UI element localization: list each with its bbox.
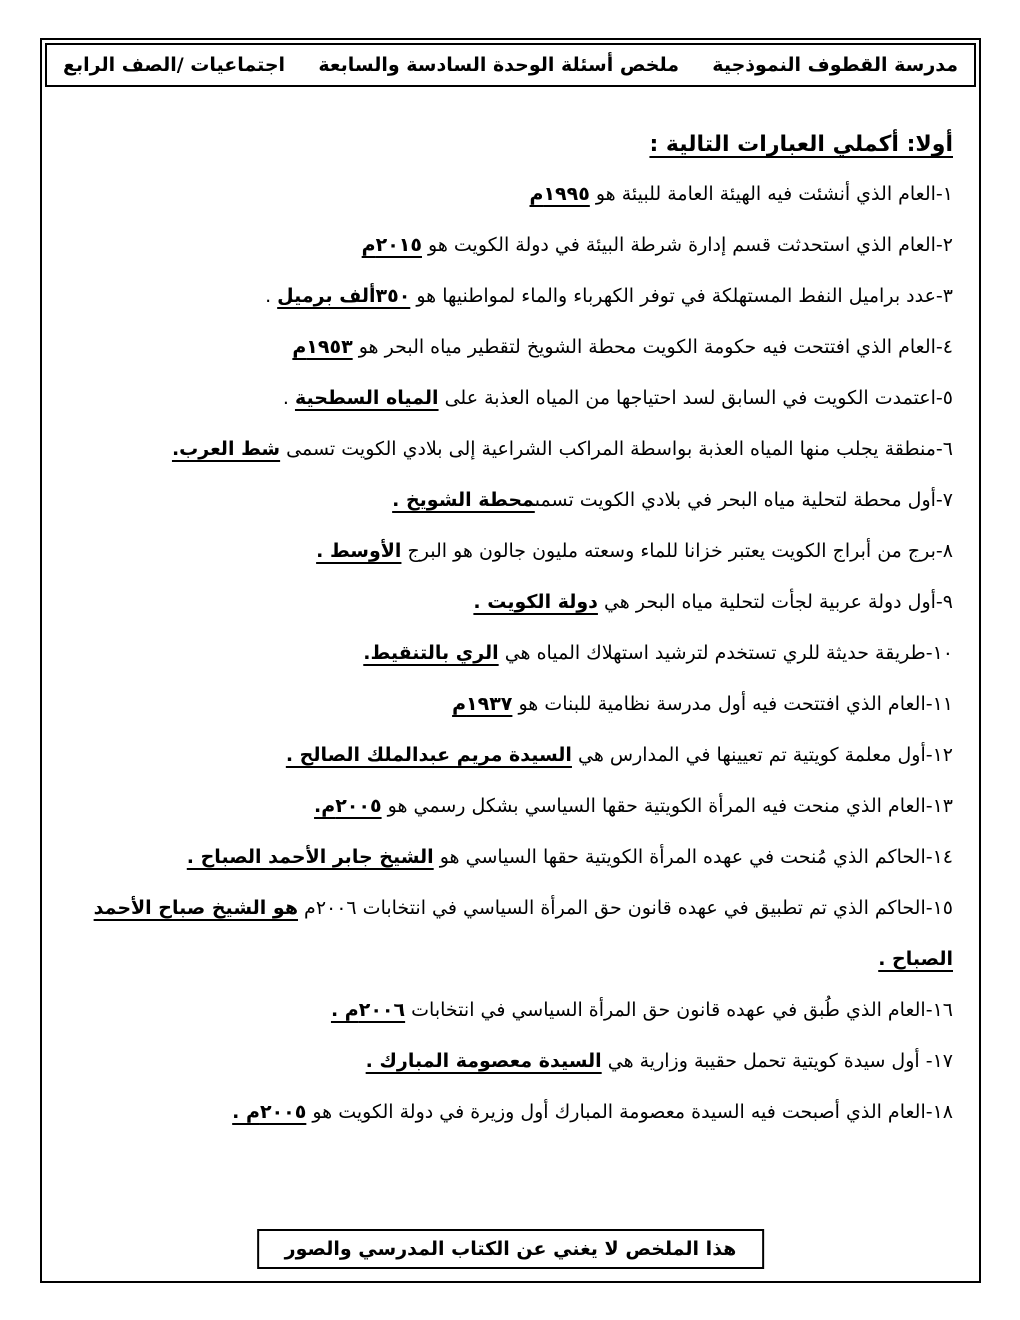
question-text: ٥-اعتمدت الكويت في السابق لسد احتياجها من المياه العذبة على: [438, 387, 953, 409]
question-text: ٩-أول دولة عربية لجأت لتحلية مياه البحر هي: [597, 591, 953, 613]
question-item: [68, 883, 953, 985]
question-answer: ١٩٥٣م: [292, 336, 353, 358]
question-item: [68, 781, 953, 832]
question-item: [68, 730, 953, 781]
question-answer: ١٩٩٥م: [529, 183, 590, 205]
question-text: ٣-عدد براميل النفط المستهلكة في توفر الكهرباء والماء لمواطنيها هو: [410, 285, 953, 307]
question-item: [68, 679, 953, 730]
question-answer: ٢٠١٥م: [361, 234, 422, 256]
document-header: [45, 43, 976, 87]
question-item: [68, 1087, 953, 1138]
question-answer: الشيخ جابر الأحمد الصباح .: [186, 846, 434, 868]
question-post: .: [265, 285, 278, 307]
question-text: ١٧- أول سيدة كويتية تحمل حقيبة وزارية هي: [601, 1050, 953, 1072]
question-item: [68, 169, 953, 220]
question-text: ١٦-العام الذي طُبق في عهده قانون حق المرأة السياسي في انتخابات: [405, 999, 953, 1021]
section-title: أولا: أكملي العبارات التالية :: [649, 132, 953, 157]
question-text: ٤-العام الذي افتتحت فيه حكومة الكويت محطة الشويخ لتقطير مياه البحر هو: [352, 336, 953, 358]
question-answer: ٢٠٠٥م .: [232, 1101, 307, 1123]
question-text: ١٠-طريقة حديثة للري تستخدم لترشيد استهلاك المياه هي: [498, 642, 953, 664]
question-answer: هو الشيخ صباح الأحمد الصباح .: [93, 897, 953, 970]
question-text: ٢-العام الذي استحدثت قسم إدارة شرطة البيئة في دولة الكويت هو: [421, 234, 953, 256]
question-item: [68, 1036, 953, 1087]
question-text: ٨-برج من أبراج الكويت يعتبر خزانا للماء وسعته مليون جالون هو البرج: [401, 540, 953, 562]
question-answer: ٢٠٠٦م .: [330, 999, 406, 1021]
document-body: [42, 90, 979, 1138]
question-item: [68, 373, 953, 424]
question-post: .: [282, 387, 295, 409]
question-answer: ١٩٣٧م: [452, 693, 513, 715]
question-answer: محطة الشويخ .: [392, 489, 535, 511]
question-text: ١١-العام الذي افتتحت فيه أول مدرسة نظامية للبنات هو: [512, 693, 953, 715]
question-answer: الري بالتنقيط.: [363, 642, 499, 664]
document-page: [40, 38, 981, 1283]
question-answer: ٣٥٠ألف برميل: [277, 285, 411, 307]
question-item: [68, 322, 953, 373]
question-answer: ٢٠٠٥م.: [314, 795, 382, 817]
header-summary-title: ملخص أسئلة الوحدة السادسة والسابعة: [318, 54, 680, 76]
question-item: [68, 628, 953, 679]
question-item: [68, 475, 953, 526]
question-text: ١٨-العام الذي أصبحت فيه السيدة معصومة المبارك أول وزيرة في دولة الكويت هو: [306, 1101, 953, 1123]
question-item: [68, 271, 953, 322]
question-text: ٦-منطقة يجلب منها المياه العذبة بواسطة المراكب الشراعية إلى بلادي الكويت تسمى: [280, 438, 953, 460]
question-item: [68, 220, 953, 271]
question-text: ١-العام الذي أنشئت فيه الهيئة العامة للبيئة هو: [589, 183, 953, 205]
question-item: [68, 526, 953, 577]
question-item: [68, 985, 953, 1036]
question-item: [68, 424, 953, 475]
question-answer: المياه السطحية: [294, 387, 439, 409]
question-answer: السيدة معصومة المبارك .: [365, 1050, 602, 1072]
question-answer: السيدة مريم عبدالملك الصالح .: [285, 744, 572, 766]
question-text: ١٢-أول معلمة كويتية تم تعيينها في المدارس هي: [571, 744, 953, 766]
header-subject-grade: اجتماعيات /الصف الرابع: [63, 54, 286, 76]
question-text: ٧-أول محطة لتحلية مياه البحر في بلادي الكويت تسمى: [534, 489, 953, 511]
question-answer: الأوسط .: [316, 540, 402, 562]
question-text: ١٤-الحاكم الذي مُنحت في عهده المرأة الكويتية حقها السياسي هو: [433, 846, 953, 868]
footer-note: هذا الملخص لا يغني عن الكتاب المدرسي والصور: [257, 1229, 765, 1269]
header-school-name: مدرسة القطوف النموذجية: [712, 54, 958, 76]
question-answer: دولة الكويت .: [473, 591, 598, 613]
question-text: ١٥-الحاكم الذي تم تطبيق في عهده قانون حق المرأة السياسي في انتخابات ٢٠٠٦م: [298, 897, 953, 919]
question-answer: شط العرب.: [171, 438, 281, 460]
question-text: ١٣-العام الذي منحت فيه المرأة الكويتية حقها السياسي بشكل رسمي هو: [381, 795, 953, 817]
question-item: [68, 832, 953, 883]
question-item: [68, 577, 953, 628]
questions-list: [68, 169, 953, 1138]
